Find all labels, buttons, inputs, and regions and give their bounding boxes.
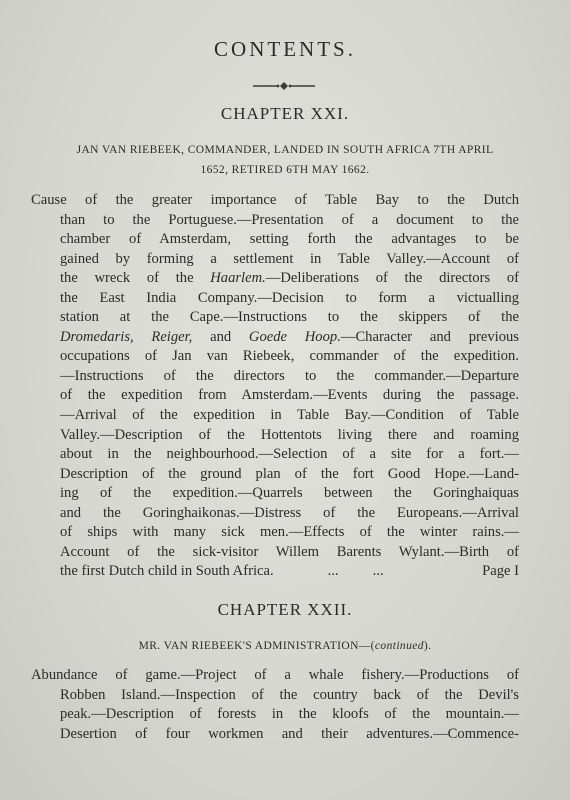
summary-line: —Instructions of the directors to the commander.—Departure [60, 367, 519, 384]
summary-line [31, 269, 519, 289]
summary-line: chamber of Amsterdam, setting forth the advantages to be [60, 231, 519, 248]
summary-line: Desertion of four workmen and their adventures.—Commence- [60, 725, 519, 742]
leader-dots: ... [372, 563, 384, 580]
summary-line: peak.—Description of forests in the kloofs of the mountain.— [60, 706, 519, 723]
contents-title: CONTENTS. [214, 37, 356, 61]
summary-line: Robben Island.—Inspection of the country back of the Devil's [60, 686, 519, 703]
summary-text: —Deliberations of the directors of [265, 270, 519, 287]
chapter-22-subtitle [0, 636, 570, 656]
summary-line: station at the Cape.—Instructions to the skippers of the [60, 309, 519, 326]
summary-line: gained by forming a settlement in Table Valley.—Account of [60, 250, 519, 267]
chapter-22-title: CHAPTER XXII. [217, 600, 353, 619]
summary-line: of the expedition from Amsterdam.—Events during the passage. [60, 387, 519, 404]
chapter-22-summary [31, 666, 519, 744]
summary-text: the wreck of the [60, 270, 194, 287]
ornament-divider-icon [253, 81, 315, 91]
summary-line: Valley.—Description of the Hottentots living there and roaming [60, 426, 519, 443]
chapter-21-summary [31, 191, 519, 582]
summary-line: Description of the ground plan of the fort Good Hope.—Land- [60, 465, 519, 482]
summary-line: Cause of the greater importance of Table Bay to the Dutch [31, 192, 519, 208]
summary-line: ing of the expedition.—Quarrels between the Goringhaiquas [60, 485, 519, 502]
page-reference: Page I [482, 563, 519, 580]
summary-line: than to the Portuguese.—Presentation of a document to the [60, 211, 519, 228]
summary-line [31, 328, 519, 348]
summary-line: Account of the sick-visitor Willem Barents Wylant.—Birth of [60, 543, 519, 560]
summary-line: —Arrival of the expedition in Table Bay.—Condition of Table [60, 407, 519, 424]
summary-text: and [192, 328, 249, 345]
chapter-21-subtitle [0, 140, 570, 180]
summary-line: occupations of Jan van Riebeek, commander of the expedition. [60, 348, 519, 365]
subtitle-text: ). [423, 640, 432, 652]
leader-dots: ... [327, 563, 339, 580]
summary-text: the first Dutch child in South Africa. [60, 563, 274, 580]
summary-text: —Character and previous [340, 328, 519, 345]
chapter-21-subtitle-line-2: 1652, RETIRED 6TH MAY 1662. [200, 164, 370, 176]
summary-line: and the Goringhaikonas.—Distress of the Europeans.—Arrival [60, 504, 519, 521]
chapter-21-title: CHAPTER XXI. [220, 104, 350, 123]
ship-name-goede-hoop: Goede Hoop. [248, 328, 341, 345]
subtitle-italic: continued [374, 640, 424, 652]
summary-line: the East India Company.—Decision to form a victualling [60, 289, 519, 306]
summary-line: about in the neighbourhood.—Selection of a site for a fort.— [60, 446, 519, 463]
chapter-21-subtitle-line-1: JAN VAN RIEBEEK, COMMANDER, LANDED IN SOUTH AFRICA 7TH APRIL [76, 144, 494, 156]
summary-last-line [31, 562, 519, 582]
summary-line: of ships with many sick men.—Effects of the winter rains.— [60, 524, 519, 541]
ship-names: Dromedaris, Reiger, [60, 328, 193, 345]
summary-line: Abundance of game.—Project of a whale fishery.—Productions of [31, 667, 519, 683]
subtitle-text: MR. VAN RIEBEEK'S ADMINISTRATION—( [138, 640, 375, 652]
ship-name-haarlem: Haarlem. [210, 270, 266, 287]
